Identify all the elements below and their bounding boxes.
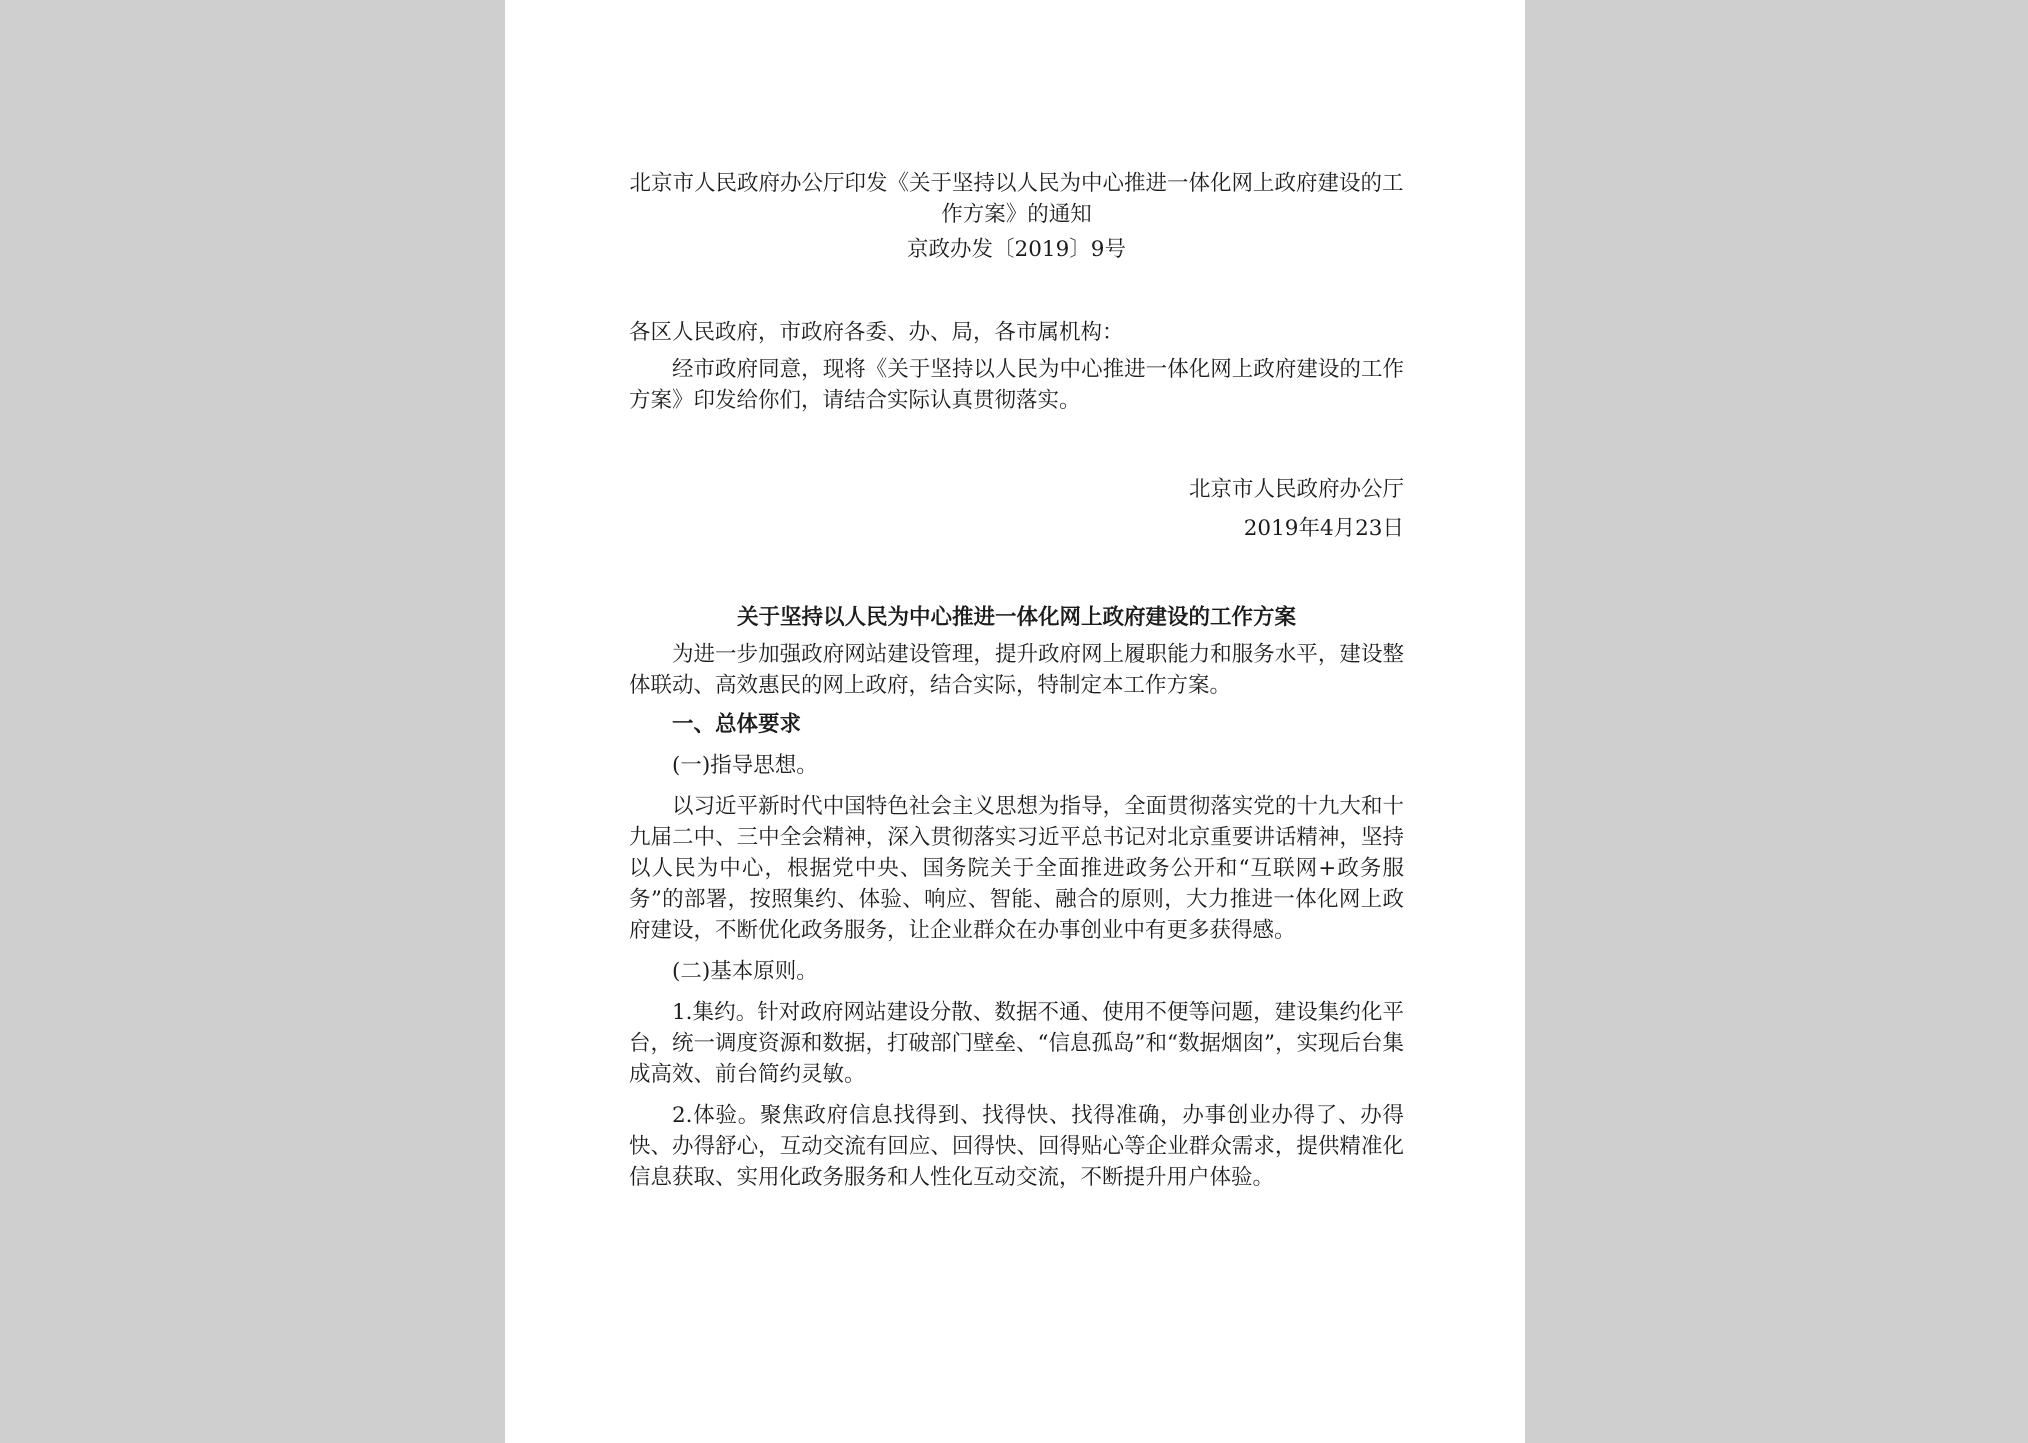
plan-title: 关于坚持以人民为中心推进一体化网上政府建设的工作方案	[736, 605, 1296, 630]
subheading-guiding-ideology: (一)指导思想。	[672, 753, 818, 778]
document-number: 京政办发〔2019〕9号	[907, 237, 1126, 262]
notice-body: 经市政府同意，现将《关于坚持以人民为中心推进一体化网上政府建设的工作方案》印发给你们，请结合实际认真贯彻落实。	[629, 357, 1404, 413]
signatory: 北京市人民政府办公厅	[1188, 477, 1404, 502]
notice-title: 北京市人民政府办公厅印发《关于坚持以人民为中心推进一体化网上政府建设的工作方案》的通知	[629, 171, 1404, 227]
subheading-basic-principles: (二)基本原则。	[672, 959, 818, 984]
document-page	[505, 0, 1525, 1443]
section-heading-general-requirements: 一、总体要求	[672, 712, 802, 737]
page-content	[629, 168, 1404, 1193]
principle-experience: 2.体验。聚焦政府信息找得到、找得快、找得准确，办事创业办得了、办得快、办得舒心，互动交流有回应、回得快、回得贴心等企业群众需求，提供精准化信息获取、实用化政务服务和人性化互动交流，不断提升用户体验。	[629, 1103, 1404, 1190]
plan-intro: 为进一步加强政府网站建设管理，提升政府网上履职能力和服务水平，建设整体联动、高效惠民的网上政府，结合实际，特制定本工作方案。	[629, 642, 1404, 698]
addressee: 各区人民政府，市政府各委、办、局，各市属机构：	[629, 320, 1124, 345]
signature-date: 2019年4月23日	[1243, 516, 1404, 541]
principle-intensive: 1.集约。针对政府网站建设分散、数据不通、使用不便等问题，建设集约化平台，统一调度资源和数据，打破部门壁垒、“信息孤岛”和“数据烟囱”，实现后台集成高效、前台简约灵敏。	[629, 1000, 1404, 1087]
guiding-ideology-body: 以习近平新时代中国特色社会主义思想为指导，全面贯彻落实党的十九大和十九届二中、三中全会精神，深入贯彻落实习近平总书记对北京重要讲话精神，坚持以人民为中心，根据党中央、国务院关于全面推进政务公开和“互联网+政务服务”的部署，按照集约、体验、响应、智能、融合的原则，大力推进一体化网上政府建设，不断优化政务服务，让企业群众在办事创业中有更多获得感。	[629, 794, 1404, 943]
